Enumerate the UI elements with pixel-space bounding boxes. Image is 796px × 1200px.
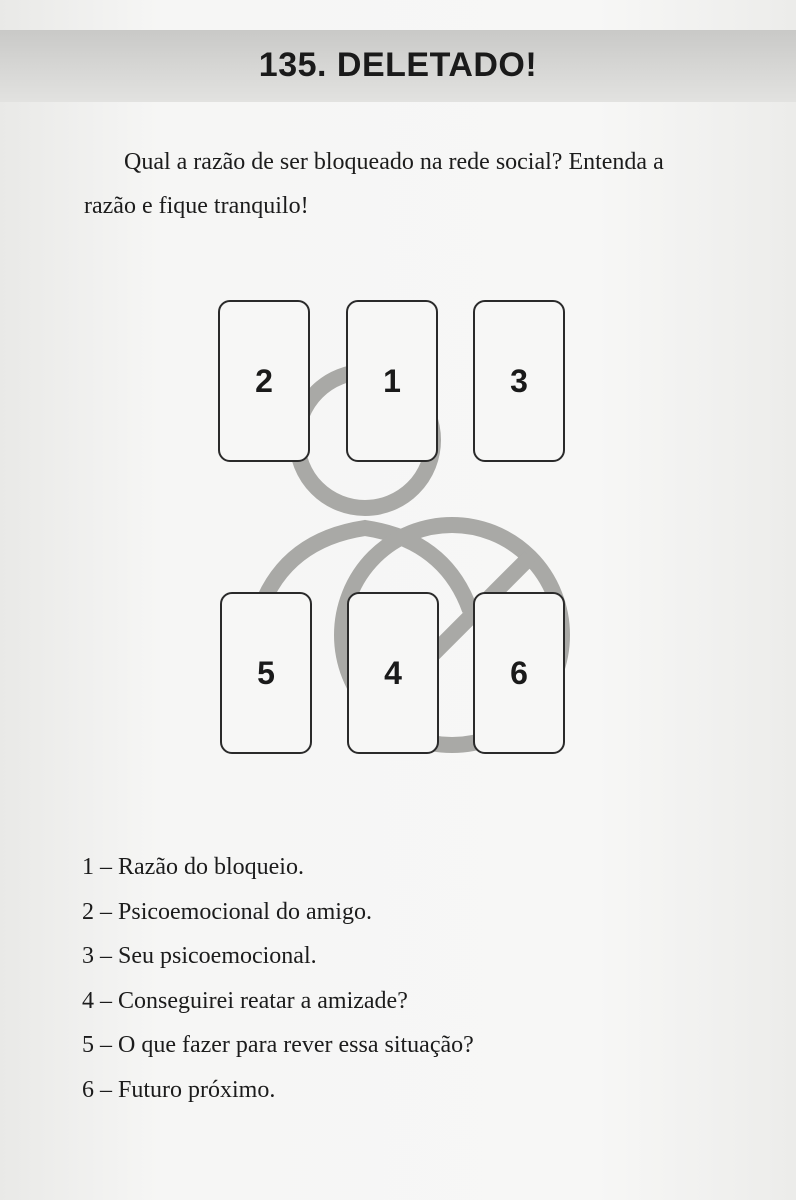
card-position-6 bbox=[473, 592, 565, 754]
legend-item: 4 – Conseguirei reatar a amizade? bbox=[82, 987, 408, 1014]
card-number: 2 bbox=[255, 362, 273, 399]
card-position-3 bbox=[473, 300, 565, 462]
legend-item: 2 – Psicoemocional do amigo. bbox=[82, 898, 372, 925]
card-number: 4 bbox=[384, 654, 402, 691]
card-spread bbox=[200, 290, 590, 770]
legend-item: 3 – Seu psicoemocional. bbox=[82, 943, 317, 969]
card-position-1 bbox=[346, 300, 438, 462]
card-number: 1 bbox=[383, 362, 401, 399]
card-number: 3 bbox=[510, 362, 528, 399]
card-position-4 bbox=[347, 592, 439, 754]
position-legend bbox=[82, 845, 474, 1112]
card-number: 6 bbox=[510, 654, 528, 691]
intro-line-2: razão e fique tranquilo! bbox=[84, 193, 309, 219]
card-position-2 bbox=[218, 300, 310, 462]
card-position-5 bbox=[220, 592, 312, 754]
card-number: 5 bbox=[257, 654, 275, 691]
intro-line-1: Qual a razão de ser bloqueado na rede social? Entenda a bbox=[124, 149, 664, 175]
legend-item: 6 – Futuro próximo. bbox=[82, 1076, 276, 1103]
intro-paragraph bbox=[84, 140, 724, 228]
legend-item: 5 – O que fazer para rever essa situação? bbox=[82, 1032, 474, 1058]
page-title: 135. DELETADO! bbox=[258, 46, 538, 84]
legend-item: 1 – Razão do bloqueio. bbox=[82, 854, 304, 880]
